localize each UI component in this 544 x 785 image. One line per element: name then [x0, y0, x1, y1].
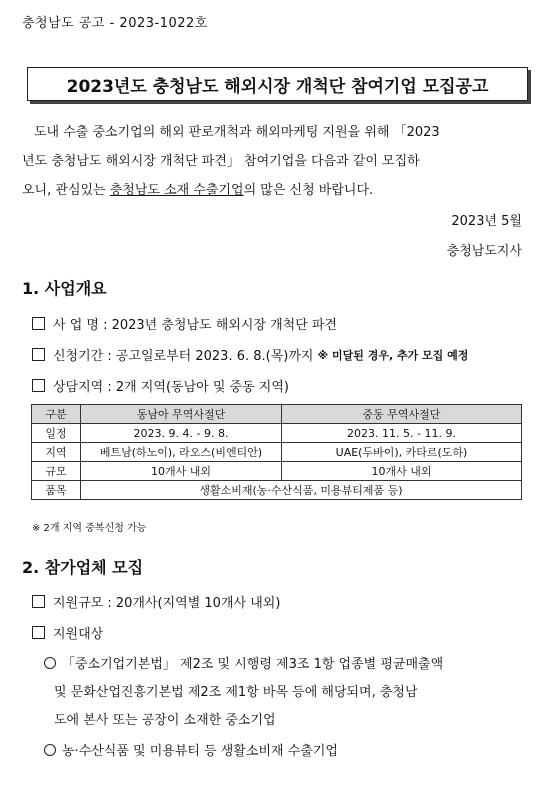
bullet-2-text: 농·수산식품 및 미용뷰티 등 생활소비재 수출기업	[62, 744, 338, 759]
bullet-1-line-1-text: 「중소기업기본법」 제2조 및 시행령 제3조 1항 업종별 평균매출액	[62, 657, 444, 672]
table-row-label: 지역	[32, 443, 81, 462]
section-1-heading: 1. 사업개요	[22, 279, 107, 298]
target-bullet-1	[44, 651, 524, 735]
period-text: 신청기간 : 공고일로부터 2023. 6. 8.(목)까지	[53, 349, 314, 364]
table-cell: UAE(두바이), 카타르(도하)	[282, 443, 522, 462]
table-row	[32, 443, 522, 462]
project-row	[32, 314, 337, 333]
circle-bullet-icon	[44, 657, 56, 669]
table-footnote: ※ 2개 지역 중복신청 가능	[32, 523, 147, 534]
table-header-row	[32, 405, 522, 424]
regions-text: 상담지역 : 2개 지역(동남아 및 중동 지역)	[53, 380, 289, 395]
title-text: 2023년도 충청남도 해외시장 개척단 참여기업 모집공고	[66, 76, 489, 97]
table-cell: 생활소비재(농·수산식품, 미용뷰티제품 등)	[81, 481, 522, 500]
table-header-cell: 동남아 무역사절단	[81, 405, 282, 424]
intro-line-3	[22, 176, 532, 205]
document-title	[27, 67, 528, 101]
bullet-1-line-3: 도에 본사 또는 공장이 소재한 중소기업	[54, 713, 276, 728]
checkbox-icon	[32, 626, 45, 639]
scale-text: 지원규모 : 20개사(지역별 10개사 내외)	[53, 596, 281, 611]
checkbox-icon	[32, 379, 45, 392]
scale-row	[32, 592, 280, 611]
intro-line-1: 도내 수출 중소기업의 해외 판로개척과 해외마케팅 지원을 위해 「2023	[34, 125, 440, 140]
table-header-cell: 구분	[32, 405, 81, 424]
target-text: 지원대상	[53, 627, 104, 642]
table-cell: 10개사 내외	[282, 462, 522, 481]
notice-number: 충청남도 공고 - 2023-1022호	[22, 16, 208, 31]
table-row-label: 규모	[32, 462, 81, 481]
table-row	[32, 481, 522, 500]
regions-row	[32, 376, 289, 395]
period-row	[32, 345, 468, 364]
table-cell: 2023. 11. 5. - 11. 9.	[282, 424, 522, 443]
bullet-1-line-2: 및 문화산업진흥기본법 제2조 제1항 바목 등에 해당되며, 충청남	[54, 685, 418, 700]
intro-line-3-pre: 오니, 관심있는	[22, 183, 110, 198]
mission-table	[31, 404, 522, 500]
table-cell: 2023. 9. 4. - 9. 8.	[81, 424, 282, 443]
period-note: ※ 미달된 경우, 추가 모집 예정	[317, 348, 469, 362]
table-cell: 베트남(하노이), 라오스(비엔티안)	[81, 443, 282, 462]
intro-line-2: 년도 충청남도 해외시장 개척단 파견」 참여기업을 다음과 같이 모집하	[22, 154, 420, 169]
checkbox-icon	[32, 348, 45, 361]
project-text: 사 업 명 : 2023년 충청남도 해외시장 개척단 파견	[53, 318, 338, 333]
table-cell: 10개사 내외	[81, 462, 282, 481]
table-header-cell: 중동 무역사절단	[282, 405, 522, 424]
intro-underlined-text: 충청남도 소재 수출기업	[109, 183, 244, 198]
checkbox-icon	[32, 595, 45, 608]
bullet-1-line-1	[44, 651, 524, 679]
table-row-label: 품목	[32, 481, 81, 500]
intro-paragraph	[22, 118, 532, 205]
circle-bullet-icon	[44, 744, 56, 756]
table-row-label: 일정	[32, 424, 81, 443]
notice-date: 2023년 5월	[451, 214, 522, 229]
section-2-heading: 2. 참가업체 모집	[22, 558, 144, 577]
table-row	[32, 462, 522, 481]
target-bullet-2	[44, 738, 338, 766]
issuer: 충청남도지사	[446, 244, 522, 259]
target-row	[32, 623, 103, 642]
intro-line-3-post: 의 많은 신청 바랍니다.	[243, 183, 374, 198]
checkbox-icon	[32, 317, 45, 330]
table-row	[32, 424, 522, 443]
